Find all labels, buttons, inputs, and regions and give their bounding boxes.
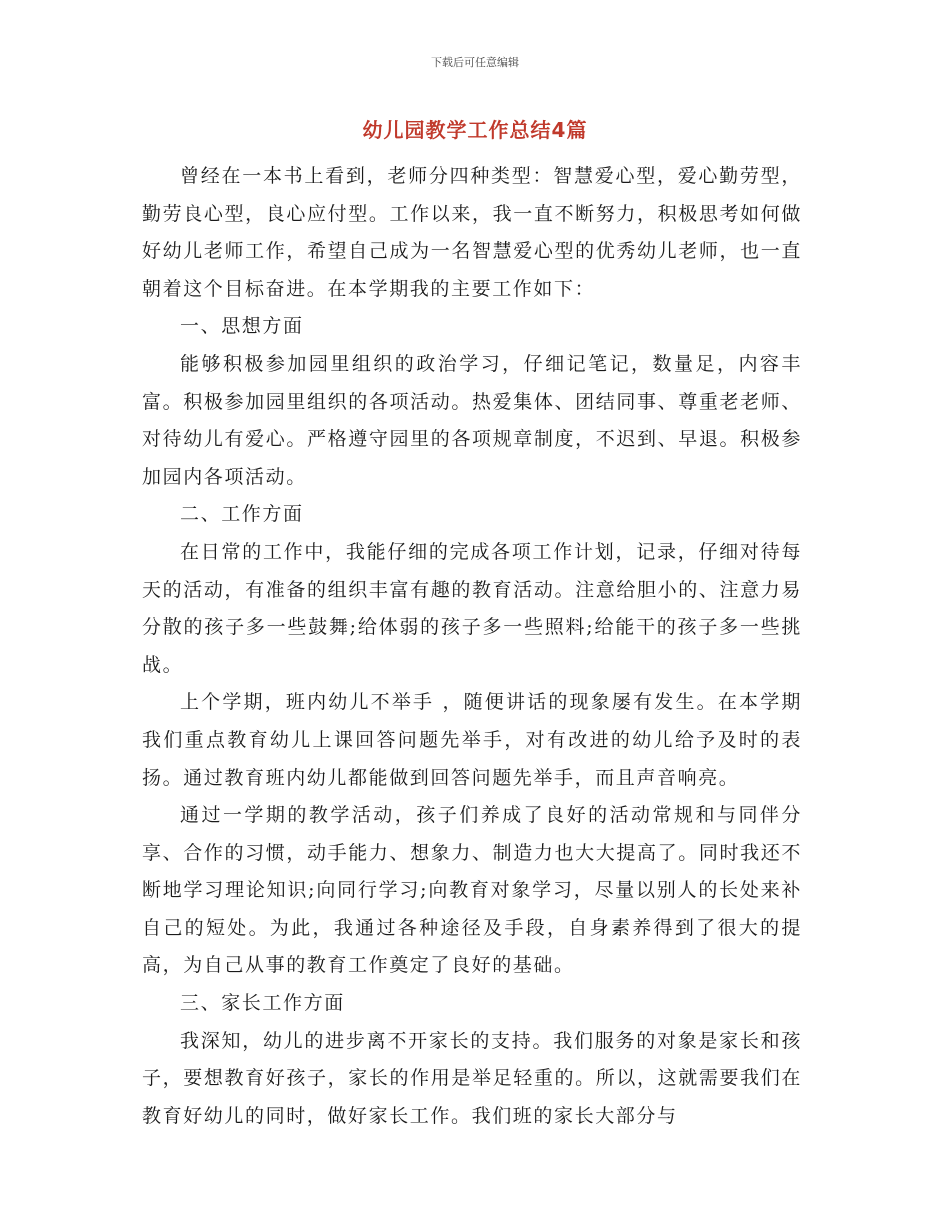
document-body — [142, 158, 802, 1135]
paragraph-parents: 我深知，幼儿的进步离不开家长的支持。我们服务的对象是家长和孩子，要想教育好孩子，家长的作用是举足轻重的。所以，这就需要我们在教育好幼儿的同时，做好家长工作。我们班的家长大部分与 — [142, 1029, 802, 1127]
paragraph-work-daily: 在日常的工作中，我能仔细的完成各项工作计划，记录，仔细对待每天的活动，有准备的组织丰富有趣的教育活动。注意给胆小的、注意力易分散的孩子多一些鼓舞;给体弱的孩子多一些照料;给能干的孩子多一些挑战。 — [142, 540, 802, 676]
paragraph-work-last-term: 上个学期，班内幼儿不举手 ，随便讲话的现象屡有发生。在本学期我们重点教育幼儿上课回答问题先举手，对有改进的幼儿给予及时的表扬。通过教育班内幼儿都能做到回答问题先举手，而且声音响亮。 — [142, 691, 802, 789]
page-header-note: 下载后可任意编辑 — [431, 56, 519, 69]
paragraph-intro: 曾经在一本书上看到，老师分四种类型：智慧爱心型，爱心勤劳型，勤劳良心型，良心应付型。工作以来，我一直不断努力，积极思考如何做好幼儿老师工作，希望自己成为一名智慧爱心型的优秀幼儿老师，也一直朝着这个目标奋进。在本学期我的主要工作如下： — [142, 165, 802, 300]
document-title: 幼儿园教学工作总结4篇 — [362, 118, 588, 142]
section-heading-thought: 一、思想方面 — [180, 315, 304, 338]
section-heading-parents: 三、家长工作方面 — [180, 992, 345, 1015]
paragraph-thought: 能够积极参加园里组织的政治学习，仔细记笔记，数量足，内容丰富。积极参加园里组织的各项活动。热爱集体、团结同事、尊重老老师、对待幼儿有爱心。严格遵守园里的各项规章制度，不迟到、早退。积极参加园内各项活动。 — [142, 352, 802, 488]
paragraph-work-results: 通过一学期的教学活动，孩子们养成了良好的活动常规和与同伴分享、合作的习惯，动手能力、想象力、制造力也大大提高了。同时我还不断地学习理论知识;向同行学习;向教育对象学习，尽量以别人的长处来补自己的短处。为此，我通过各种途径及手段，自身素养得到了很大的提高，为自己从事的教育工作奠定了良好的基础。 — [142, 804, 802, 977]
section-heading-work: 二、工作方面 — [180, 503, 304, 526]
